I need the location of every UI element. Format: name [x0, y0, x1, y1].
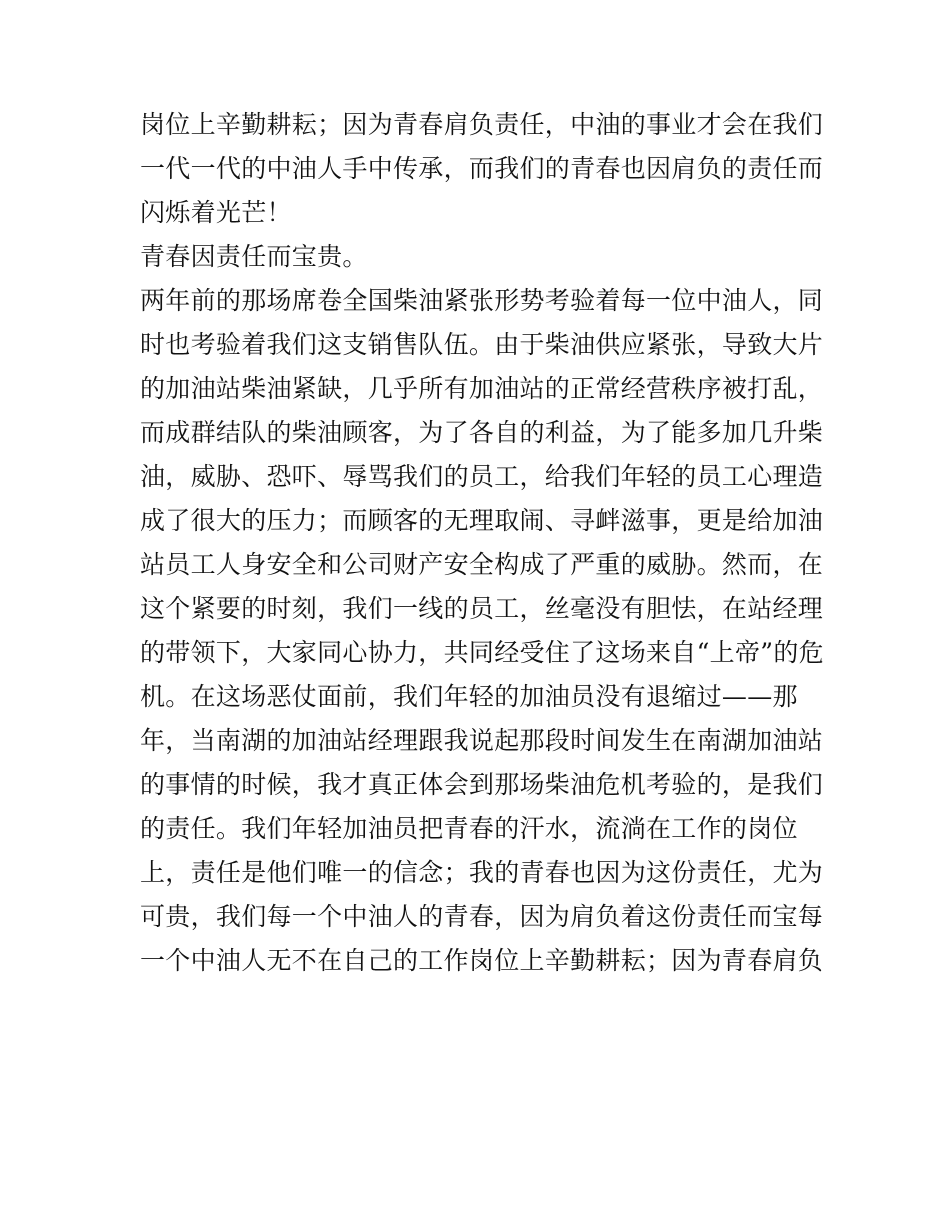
text-line: 年，当南湖的加油站经理跟我说起那段时间发生在南湖加油站: [140, 726, 824, 755]
text-line: 成了很大的压力；而顾客的无理取闹、寻衅滋事，更是给加油: [140, 506, 824, 535]
text-line: 的带领下，大家同心协力，共同经受住了这场来自“上帝”的危: [140, 638, 824, 667]
text-line: 青春因责任而宝贵。: [140, 242, 368, 271]
text-line: 的事情的时候，我才真正体会到那场柴油危机考验的，是我们: [140, 770, 824, 799]
text-line: 岗位上辛勤耕耘；因为青春肩负责任，中油的事业才会在我们: [140, 110, 824, 139]
text-line: 机。在这场恶仗面前，我们年轻的加油员没有退缩过——那: [140, 682, 798, 711]
text-line: 这个紧要的时刻，我们一线的员工，丝毫没有胆怯，在站经理: [140, 594, 824, 623]
text-line: 闪烁着光芒！: [140, 198, 292, 227]
text-line: 而成群结队的柴油顾客，为了各自的利益，为了能多加几升柴: [140, 418, 824, 447]
text-line: 的加油站柴油紧缺，几乎所有加油站的正常经营秩序被打乱，: [140, 374, 824, 403]
text-line: 可贵，我们每一个中油人的青春，因为肩负着这份责任而宝每: [140, 902, 824, 931]
body-text: [140, 103, 824, 983]
text-line: 时也考验着我们这支销售队伍。由于柴油供应紧张，导致大片: [140, 330, 824, 359]
text-line: 油，威胁、恐吓、辱骂我们的员工，给我们年轻的员工心理造: [140, 462, 824, 491]
text-line: 两年前的那场席卷全国柴油紧张形势考验着每一位中油人，同: [140, 286, 824, 315]
text-line: 的责任。我们年轻加油员把青春的汗水，流淌在工作的岗位: [140, 814, 798, 843]
text-line: 一个中油人无不在自己的工作岗位上辛勤耕耘；因为青春肩负: [140, 946, 824, 975]
text-line: 一代一代的中油人手中传承，而我们的青春也因肩负的责任而: [140, 154, 824, 183]
text-line: 站员工人身安全和公司财产安全构成了严重的威胁。然而，在: [140, 550, 824, 579]
text-line: 上，责任是他们唯一的信念；我的青春也因为这份责任，尤为: [140, 858, 824, 887]
